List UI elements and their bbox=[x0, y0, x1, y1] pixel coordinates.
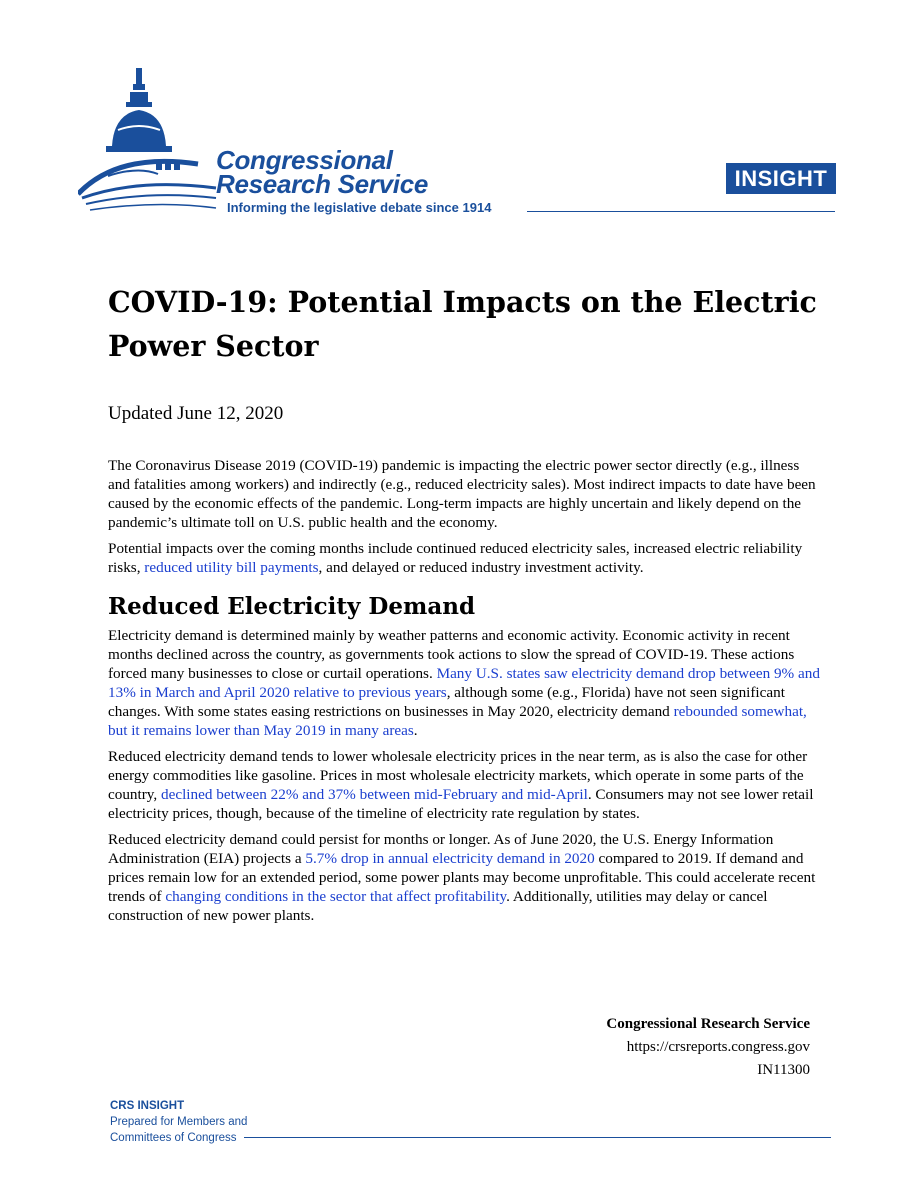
intro-paragraph-2: Potential impacts over the coming months include continued reduced electricity sales, increased electric reliability risks, reduced utility bill payments, and delayed or reduced industry investment activity. bbox=[108, 540, 803, 576]
report-id: IN11300 bbox=[757, 1062, 810, 1078]
document-body bbox=[108, 456, 820, 932]
link-eia-projection[interactable]: 5.7% drop in annual electricity demand in 2020 bbox=[305, 850, 595, 867]
section-paragraph-1: Electricity demand is determined mainly by weather patterns and economic activity. Economic activity in recent months declined across the country, as governments took actions to slow the spread of COVID-19. These actions forced many businesses to close or curtail operations. Many U.S. states saw electricity demand drop between 9% and 13% in March and April 2020 relative to previous years, although some (e.g., Florida) have not seen significant changes. With some states easing restrictions on businesses in May 2020, electricity demand rebounded somewhat, but it remains lower than May 2019 in many areas. bbox=[108, 627, 820, 739]
section-paragraph-3: Reduced electricity demand could persist for months or longer. As of June 2020, the U.S. Energy Information Administration (EIA) projects a 5.7% drop in annual electricity demand in 2020 compared to 2019. If demand and prices remain low for an extended period, some power plants may become unprofitable. This could accelerate recent trends of changing conditions in the sector that affect profitability. Additionally, utilities may delay or cancel construction of new power plants. bbox=[108, 831, 816, 924]
link-demand-drop[interactable]: Many U.S. states saw electricity demand drop between 9% and 13% in March and April 2020 relative to previous years bbox=[108, 665, 820, 701]
org-name-line2: Research Service bbox=[216, 169, 429, 199]
link-changing-conditions[interactable]: changing conditions in the sector that affect profitability bbox=[165, 888, 507, 905]
link-price-decline[interactable]: declined between 22% and 37% between mid-February and mid-April bbox=[161, 786, 588, 803]
page-title: COVID-19: Potential Impacts on the Electric Power Sector bbox=[108, 285, 817, 363]
link-reduced-bill-payments[interactable]: reduced utility bill payments bbox=[144, 559, 319, 576]
crs-logo bbox=[78, 66, 498, 216]
tagline-rule bbox=[527, 211, 835, 212]
footer-rule bbox=[244, 1137, 831, 1138]
section-heading: Reduced Electricity Demand bbox=[108, 593, 476, 620]
org-tagline: Informing the legislative debate since 1914 bbox=[227, 200, 492, 215]
footer-info bbox=[606, 1013, 810, 1082]
org-name-line1: Congressional bbox=[216, 145, 393, 175]
updated-date: Updated June 12, 2020 bbox=[108, 403, 284, 424]
prepared-line-1: Prepared for Members and bbox=[110, 1116, 248, 1128]
intro-paragraph-1: The Coronavirus Disease 2019 (COVID-19) pandemic is impacting the electric power sector directly (e.g., illness and fatalities among workers) and indirectly (e.g., reduced electricity sales). Most indirect impacts to date have been caused by the economic effects of the pandemic. Long-term impacts are highly uncertain and likely depend on the pandemic’s ultimate toll on U.S. public health and the economy. bbox=[108, 457, 816, 531]
capitol-dome-icon bbox=[78, 66, 218, 216]
link-demand-rebound[interactable]: rebounded somewhat, but it remains lower than May 2019 in many areas bbox=[108, 703, 807, 739]
insight-badge: INSIGHT bbox=[726, 163, 836, 194]
crs-insight-label: CRS INSIGHT bbox=[110, 1100, 185, 1112]
footer-org: Congressional Research Service bbox=[606, 1016, 810, 1032]
section-paragraph-2: Reduced electricity demand tends to lower wholesale electricity prices in the near term, as is also the case for other energy commodities like gasoline. Prices in most wholesale electricity markets, which operate in some parts of the country, declined between 22% and 37% between mid-February and mid-April. Consumers may not see lower retail electricity prices, though, because of the timeline of electricity rate regulation by states. bbox=[108, 748, 814, 822]
prepared-line-2: Committees of Congress bbox=[110, 1132, 237, 1144]
crs-insight-footer bbox=[110, 1098, 247, 1146]
footer-url[interactable]: https://crsreports.congress.gov bbox=[626, 1039, 810, 1055]
